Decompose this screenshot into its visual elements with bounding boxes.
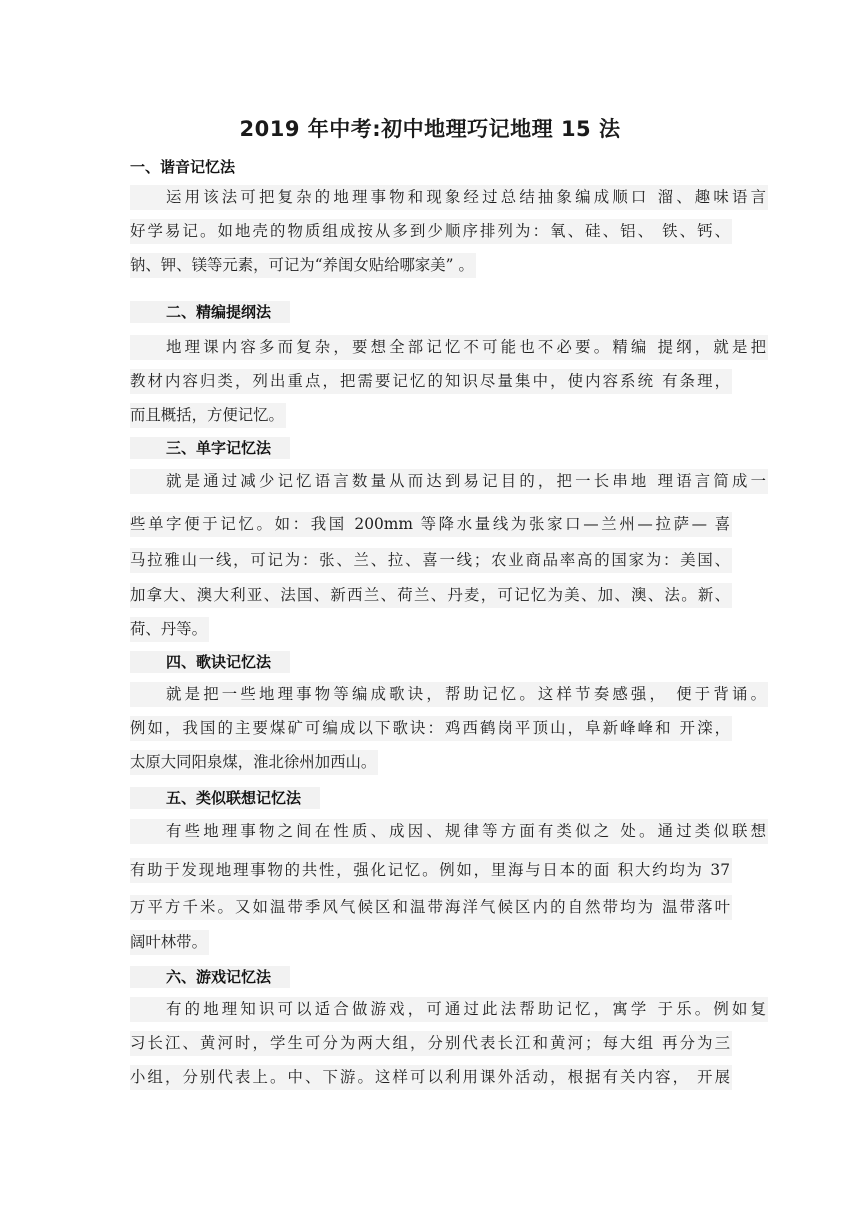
section-heading: 二、精编提纲法 bbox=[166, 303, 272, 321]
paragraph-line: 加拿大、澳大利亚、法国、新西兰、荷兰、丹麦，可记忆为美、加、澳、法。新、 bbox=[130, 583, 732, 608]
section-heading: 五、类似联想记忆法 bbox=[166, 789, 302, 807]
document-title: 2019 年中考:初中地理巧记地理 15 法 bbox=[239, 117, 621, 141]
section-heading: 六、游戏记忆法 bbox=[166, 968, 272, 986]
paragraph-line: 就是把一些地理事物等编成歌诀，帮助记忆。这样节奏感强， 便于背诵。 bbox=[130, 682, 768, 707]
paragraph-line: 就是通过减少记忆语言数量从而达到易记目的，把一长串地 理语言简成一 bbox=[130, 469, 768, 494]
section-heading: 四、歌诀记忆法 bbox=[166, 653, 272, 671]
paragraph-line: 荷、丹等。 bbox=[130, 617, 209, 642]
paragraph-line: 小组，分别代表上。中、下游。这样可以利用课外活动，根据有关内容， 开展 bbox=[130, 1065, 732, 1090]
paragraph-line: 万平方千米。又如温带季风气候区和温带海洋气候区内的自然带均为 温带落叶 bbox=[130, 895, 732, 920]
paragraph-line: 好学易记。如地壳的物质组成按从多到少顺序排列为：氧、硅、铝、 铁、钙、 bbox=[130, 219, 732, 244]
paragraph-line: 而且概括，方便记忆。 bbox=[130, 403, 286, 428]
paragraph-line: 例如，我国的主要煤矿可编成以下歌诀：鸡西鹤岗平顶山，阜新峰峰和 开滦， bbox=[130, 716, 732, 741]
paragraph-line: 马拉雅山一线，可记为：张、兰、拉、喜一线；农业商品率高的国家为：美国、 bbox=[130, 548, 732, 573]
paragraph-line: 太原大同阳泉煤，淮北徐州加西山。 bbox=[130, 750, 378, 775]
paragraph-line: 钠、钾、镁等元素，可记为“养闺女贴给哪家美” 。 bbox=[130, 253, 476, 278]
paragraph-line: 阔叶林带。 bbox=[130, 930, 209, 955]
paragraph-line: 有助于发现地理事物的共性，强化记忆。例如，里海与日本的面 积大约均为 37 bbox=[130, 858, 732, 883]
paragraph-line: 有些地理事物之间在性质、成因、规律等方面有类似之 处。通过类似联想 bbox=[130, 819, 768, 844]
paragraph-line: 习长江、黄河时，学生可分为两大组，分别代表长江和黄河；每大组 再分为三 bbox=[130, 1031, 732, 1056]
section-heading: 一、谐音记忆法 bbox=[130, 158, 236, 176]
paragraph-line: 有的地理知识可以适合做游戏，可通过此法帮助记忆，寓学 于乐。例如复 bbox=[130, 997, 768, 1022]
paragraph-line: 教材内容归类，列出重点，把需要记忆的知识尽量集中，使内容系统 有条理， bbox=[130, 369, 732, 394]
paragraph-line: 地理课内容多而复杂，要想全部记忆不可能也不必要。精编 提纲，就是把 bbox=[130, 335, 768, 360]
paragraph-line: 运用该法可把复杂的地理事物和现象经过总结抽象编成顺口 溜、趣味语言 bbox=[130, 185, 768, 210]
paragraph-line: 些单字便于记忆。如：我国 200mm 等降水量线为张家口—兰州—拉萨— 喜 bbox=[130, 512, 732, 537]
section-heading: 三、单字记忆法 bbox=[166, 439, 272, 457]
